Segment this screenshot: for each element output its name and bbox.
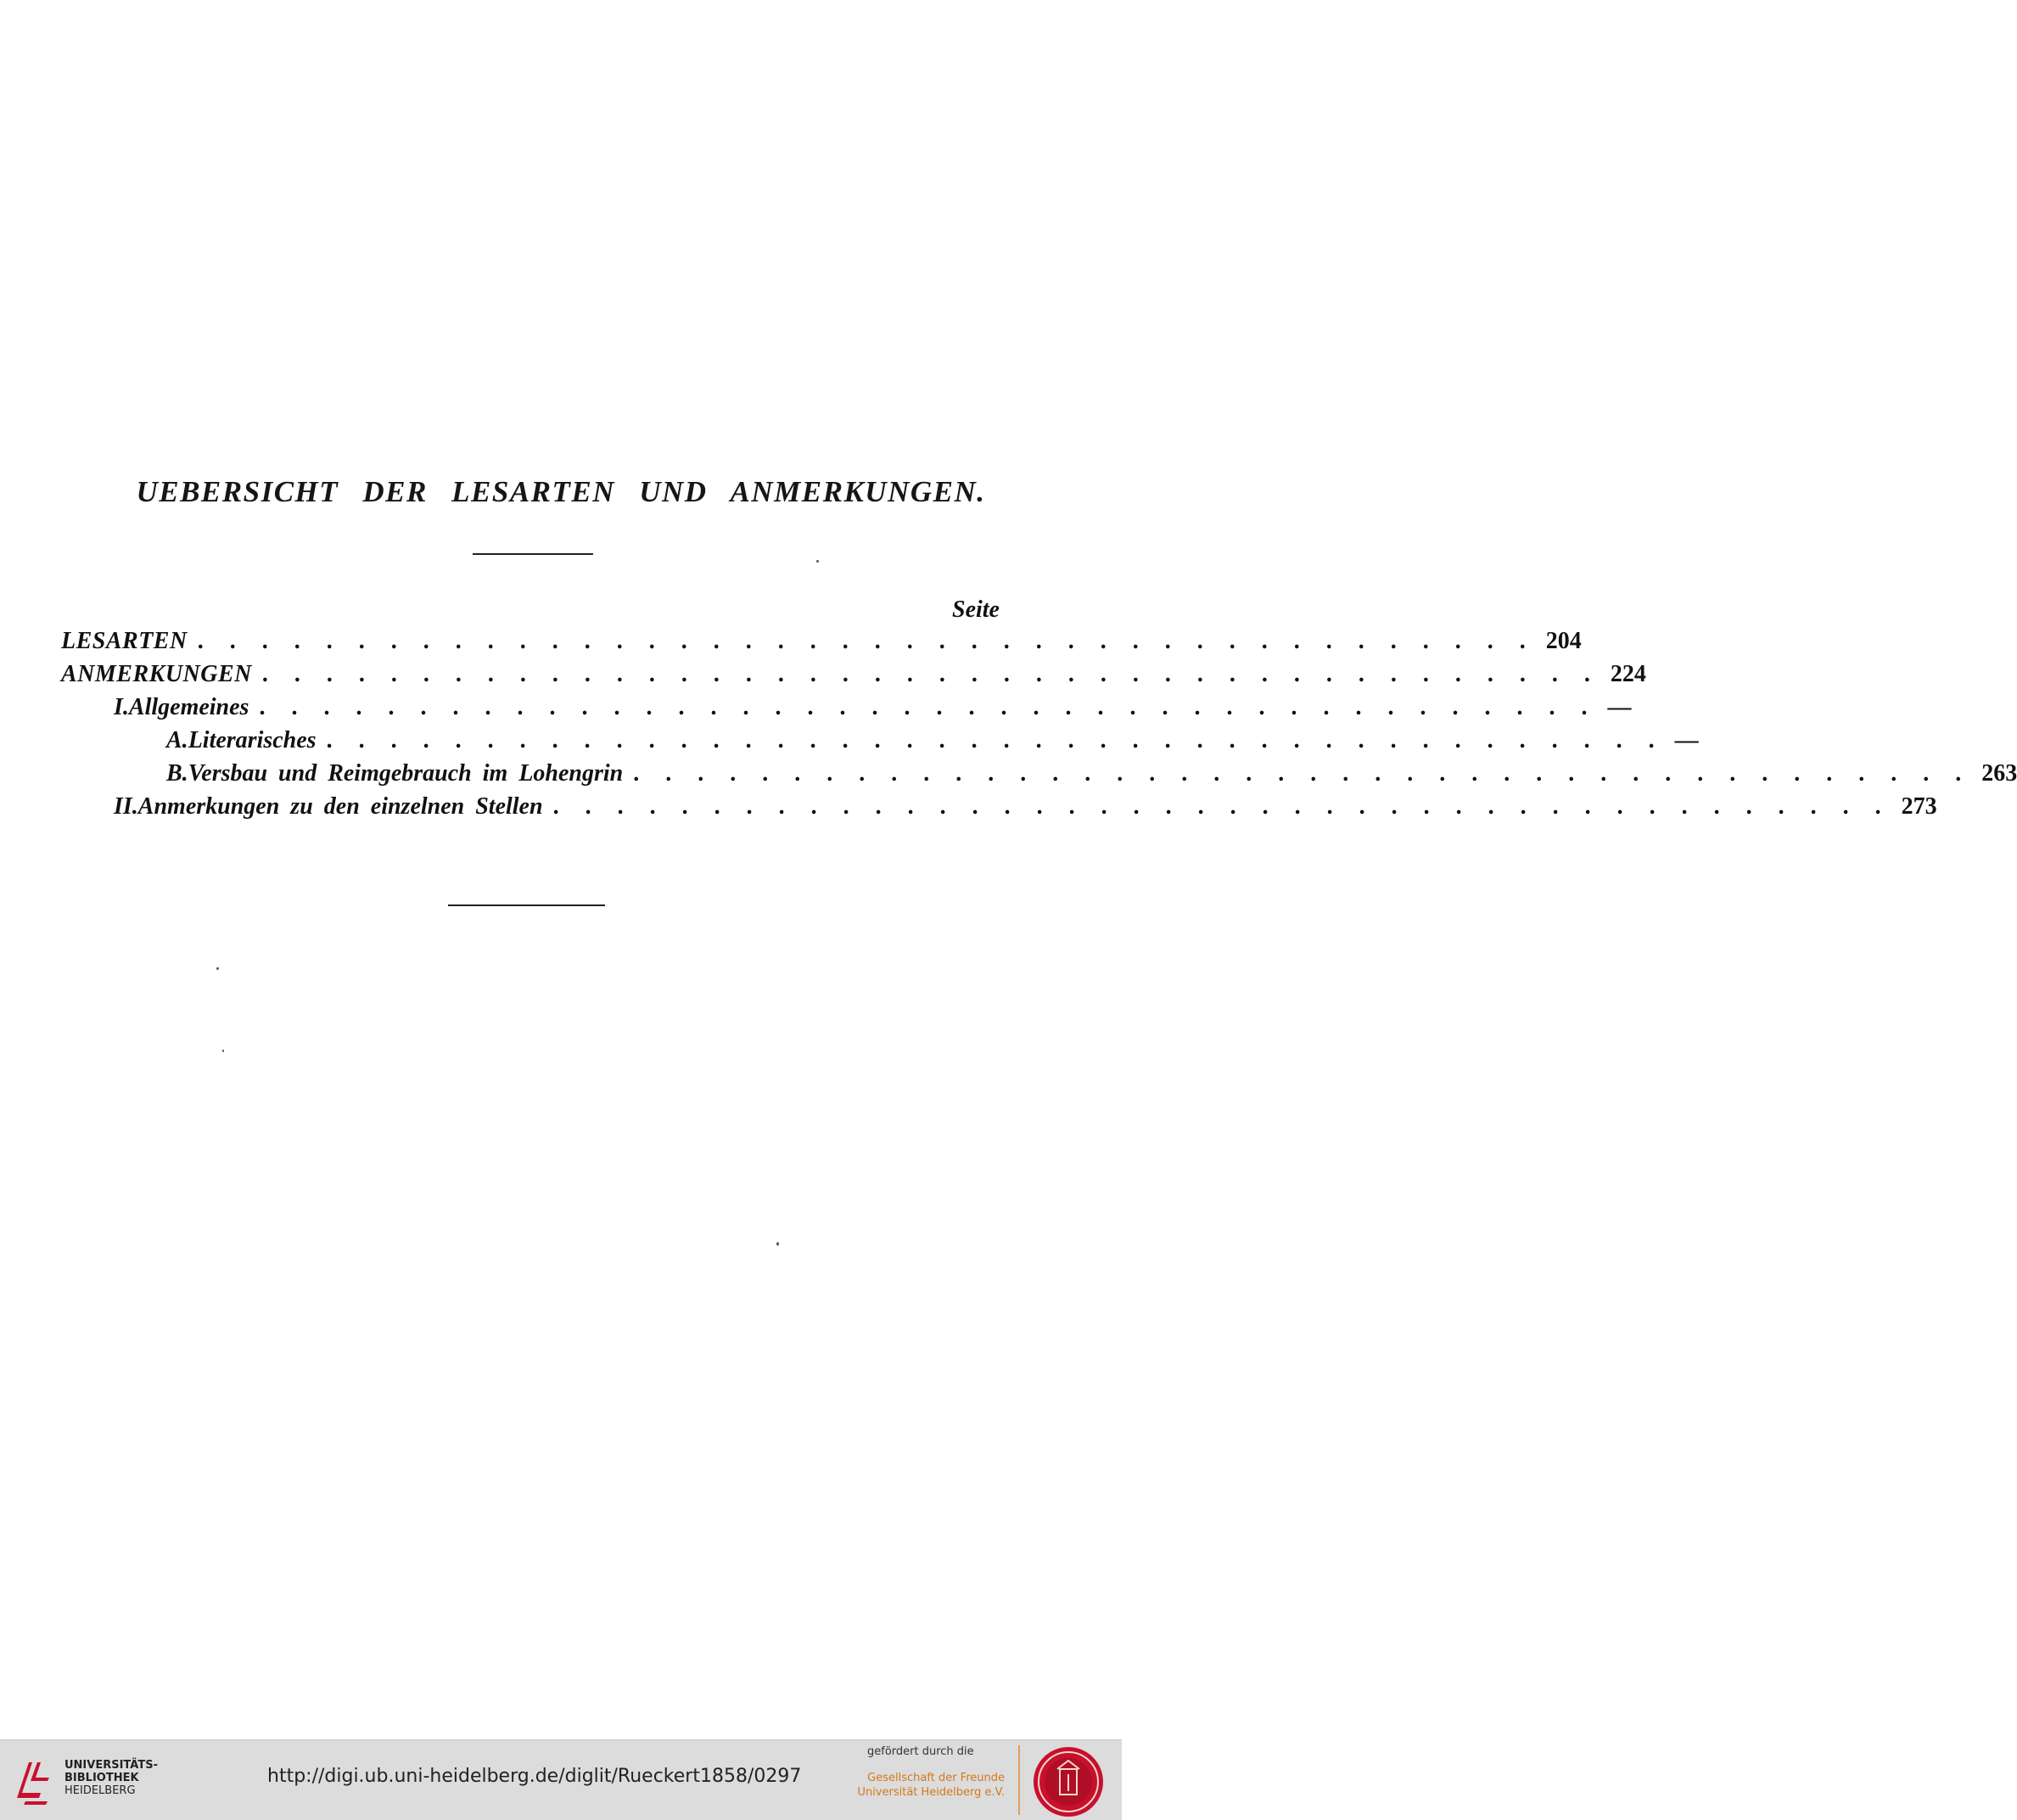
- dot-leader: . . . . . . . . . . . . . . . . . . . . . . . . . . . . . . . . . . . . . . . . . .: [326, 727, 1665, 753]
- toc-entry-stellen: [61, 790, 1937, 823]
- closing-rule: [448, 904, 605, 906]
- library-name-line1: UNIVERSITÄTS-: [64, 1759, 158, 1772]
- toc-entry-label: Versbau und Reimgebrauch im Lohengrin: [188, 760, 624, 787]
- scan-speck: [222, 1050, 224, 1052]
- permalink-url[interactable]: http://digi.ub.uni-heidelberg.de/diglit/Rueckert1858/0297: [267, 1766, 802, 1787]
- table-of-contents: [61, 596, 2017, 823]
- sponsor-name-line1: Gesellschaft der Freunde: [867, 1772, 1005, 1784]
- sponsor-intro: gefördert durch die: [867, 1745, 974, 1758]
- scan-speck: [776, 1242, 779, 1246]
- toc-entry-page: —: [1674, 727, 1699, 753]
- toc-entry-label: Anmerkungen zu den einzelnen Stellen: [137, 793, 543, 820]
- toc-entry-number: A.: [166, 727, 188, 753]
- toc-entry-page: —: [1607, 694, 1632, 720]
- toc-entry-page: 204: [1545, 628, 1582, 654]
- dot-leader: . . . . . . . . . . . . . . . . . . . . . . . . . . . . . . . . . . . . . . . . . .: [259, 694, 1598, 720]
- toc-entry-number: B.: [166, 760, 188, 787]
- toc-entry-lesarten: [61, 624, 1582, 658]
- scan-speck: [216, 967, 219, 970]
- footer-divider: [1018, 1745, 1020, 1815]
- page-column-header: Seite: [952, 596, 1000, 623]
- library-name[interactable]: [64, 1759, 158, 1797]
- toc-entry-number: I.: [114, 694, 129, 720]
- toc-entry-allgemeines: [61, 691, 1632, 724]
- dot-leader: . . . . . . . . . . . . . . . . . . . . . . . . . . . . . . . . . . . . . . . . . .: [261, 661, 1600, 687]
- toc-entry-page: 263: [1981, 760, 2017, 787]
- sponsor-name[interactable]: [857, 1771, 1005, 1800]
- university-seal-icon[interactable]: [1032, 1745, 1105, 1818]
- toc-entry-label: ANMERKUNGEN: [61, 661, 252, 687]
- scan-speck: [816, 560, 819, 563]
- sponsor-name-line2: Universität Heidelberg e.V.: [857, 1786, 1005, 1799]
- toc-entry-label: Literarisches: [188, 727, 317, 753]
- toc-entry-label: Allgemeines: [128, 694, 249, 720]
- dot-leader: . . . . . . . . . . . . . . . . . . . . . . . . . . . . . . . . . . . . . . . . . .: [552, 793, 1891, 820]
- toc-entry-versbau: [61, 757, 2017, 790]
- toc-entry-literarisches: [61, 724, 1699, 757]
- page-title: UEBERSICHT DER LESARTEN UND ANMERKUNGEN.: [136, 475, 986, 508]
- ub-heidelberg-logo-icon[interactable]: [12, 1756, 56, 1808]
- toc-entry-anmerkungen: [61, 658, 1646, 691]
- toc-entry-page: 224: [1610, 661, 1646, 687]
- dot-leader: . . . . . . . . . . . . . . . . . . . . . . . . . . . . . . . . . . . . . . . . . .: [197, 628, 1536, 654]
- toc-entry-label: LESARTEN: [61, 628, 188, 654]
- dot-leader: . . . . . . . . . . . . . . . . . . . . . . . . . . . . . . . . . . . . . . . . . .: [633, 760, 1972, 787]
- toc-entry-page: 273: [1901, 793, 1937, 820]
- library-name-line3: HEIDELBERG: [64, 1784, 136, 1797]
- library-name-line2: BIBLIOTHEK: [64, 1772, 139, 1784]
- title-rule: [473, 553, 593, 555]
- toc-entry-number: II.: [114, 793, 138, 820]
- digitization-footer: [0, 1739, 1122, 1820]
